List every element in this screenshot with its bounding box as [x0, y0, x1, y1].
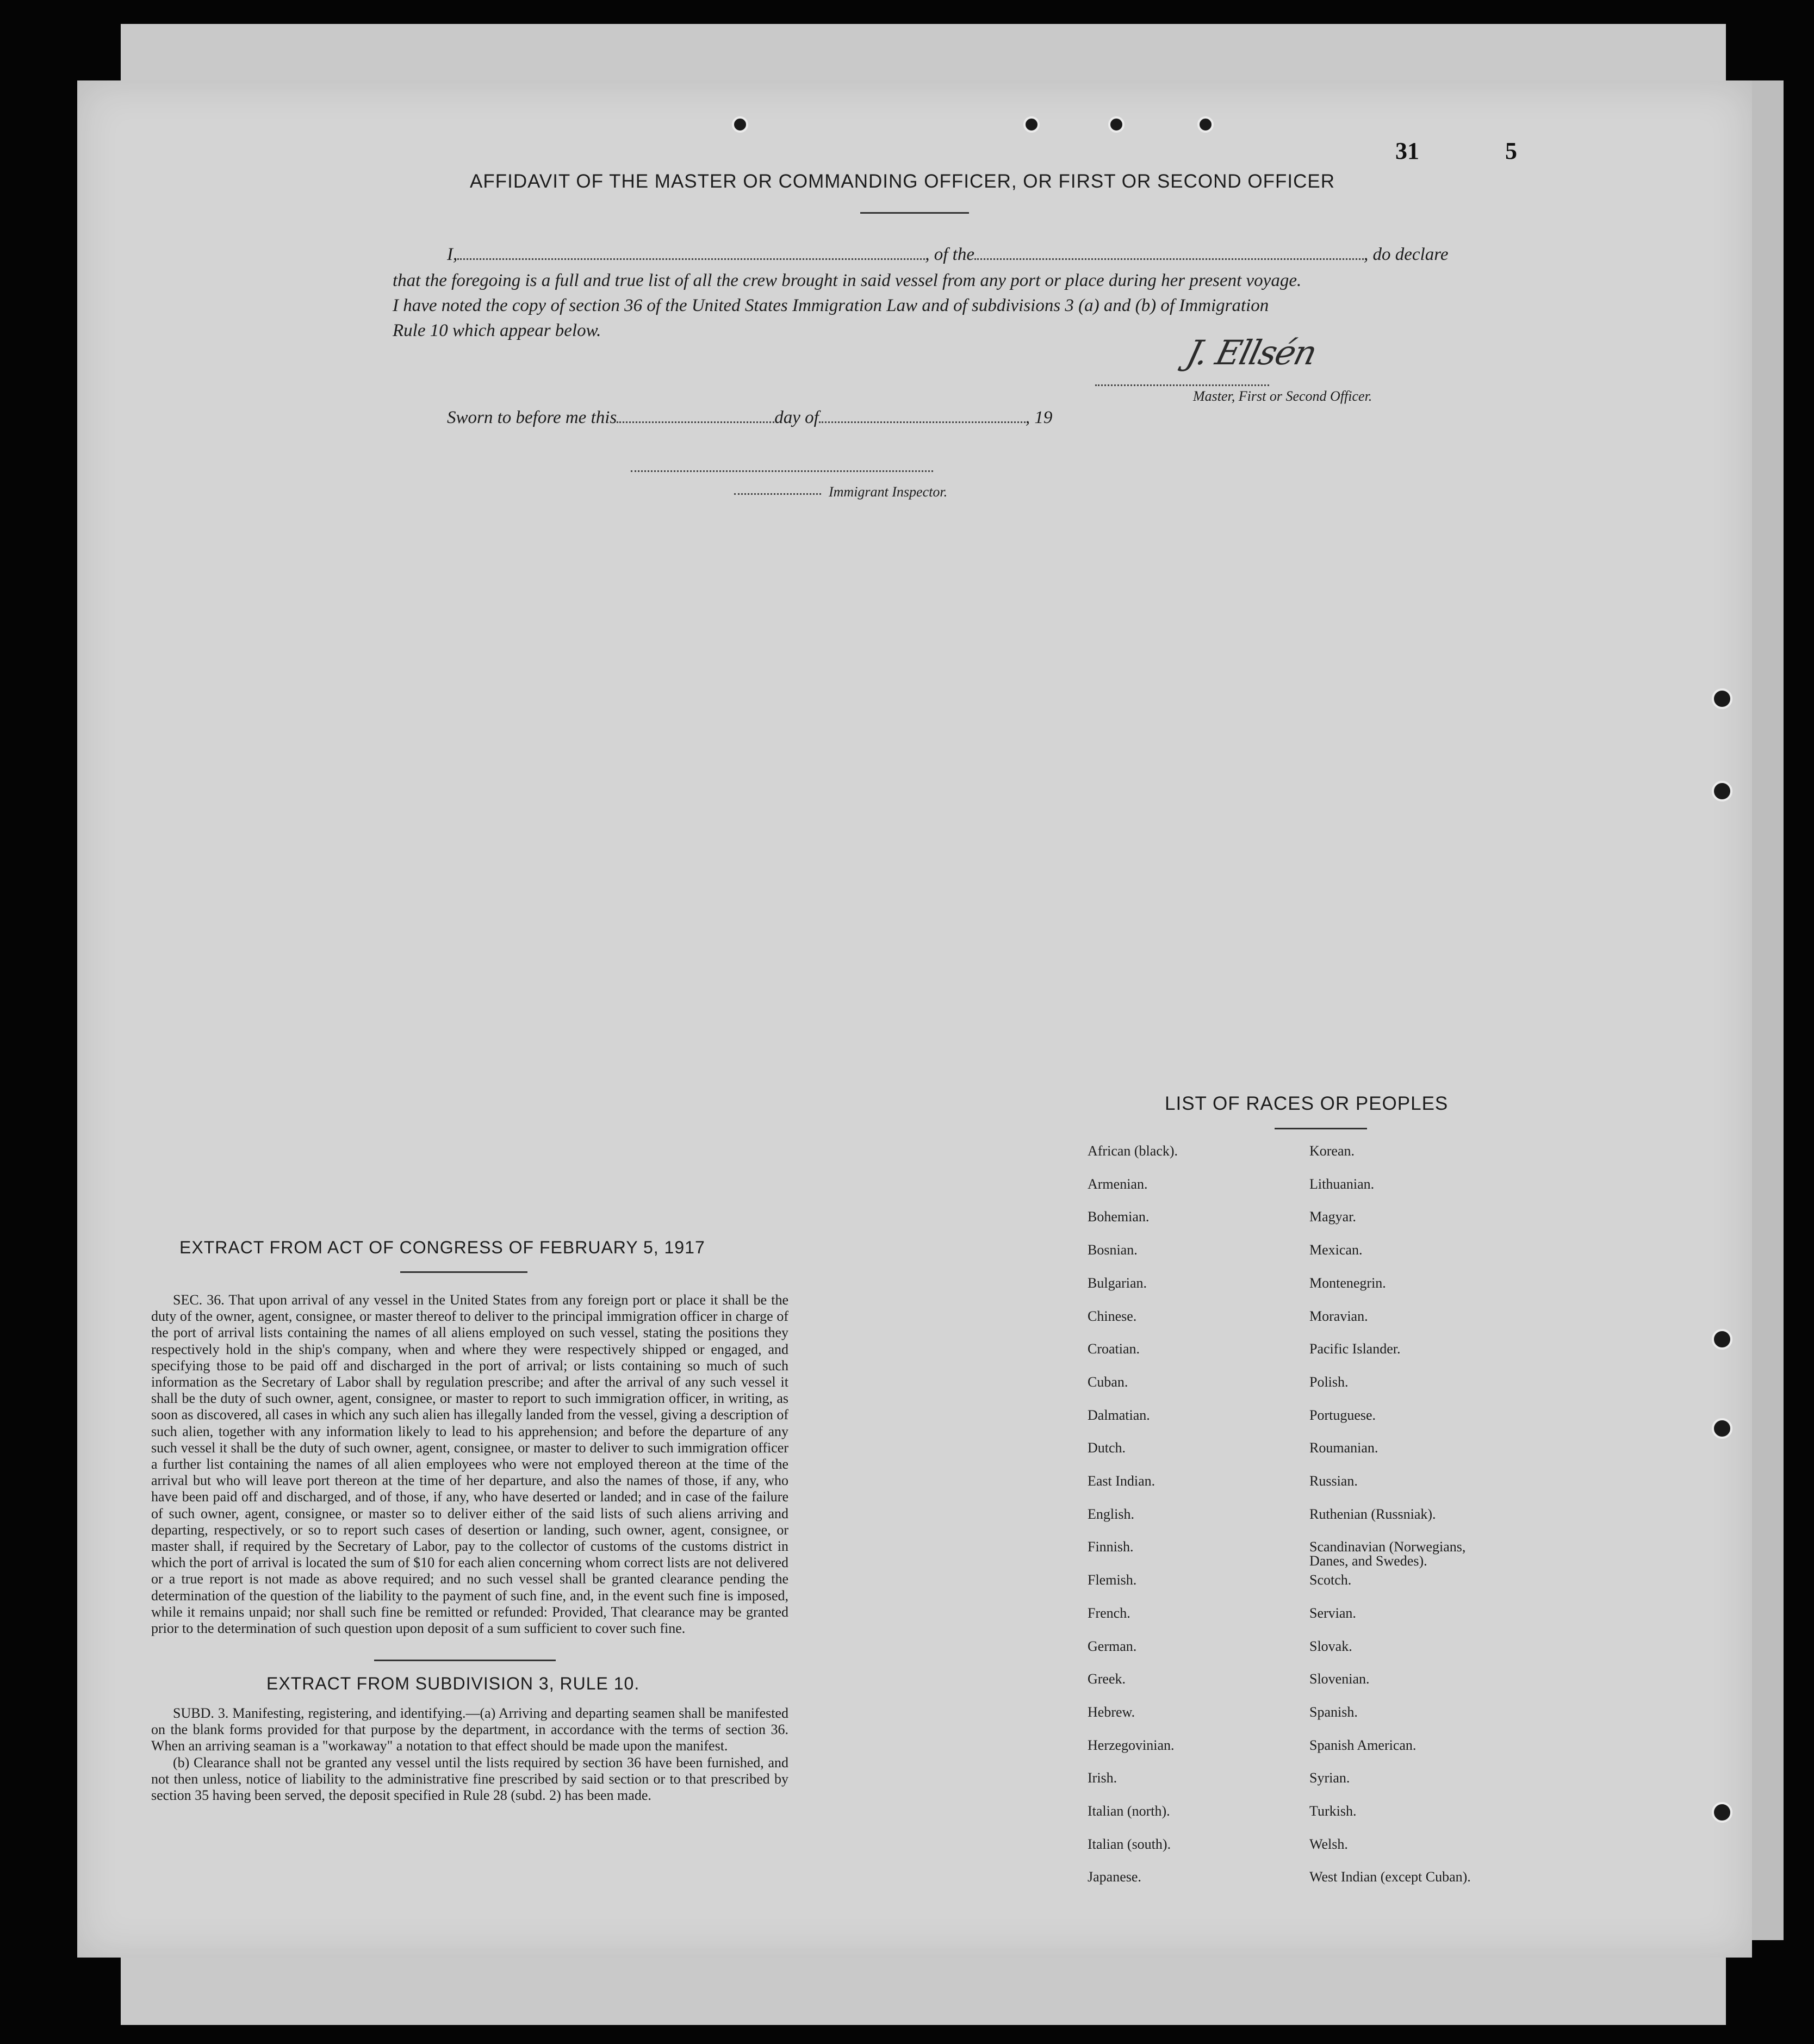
race-item: Armenian.: [1088, 1176, 1148, 1192]
race-item: Chinese.: [1088, 1308, 1137, 1324]
sworn-line: [447, 408, 1052, 428]
race-item: Pacific Islander.: [1309, 1341, 1401, 1357]
sworn-prefix: Sworn to before me this: [447, 408, 617, 427]
race-item: French.: [1088, 1605, 1130, 1621]
race-item: Spanish American.: [1309, 1737, 1417, 1753]
race-item: African (black).: [1088, 1143, 1178, 1159]
race-item: Hebrew.: [1088, 1704, 1135, 1720]
race-item: Scotch.: [1309, 1572, 1352, 1588]
vessel-blank: [974, 258, 1364, 260]
affidavit-line-3: I have noted the copy of section 36 of the United States Immigration Law and of subdivisions 3 (a) and (b) of Immigration: [393, 296, 1269, 315]
race-item: Greek.: [1088, 1671, 1126, 1687]
race-item: Turkish.: [1309, 1803, 1357, 1819]
affidavit-heading: AFFIDAVIT OF THE MASTER OR COMMANDING OFFICER, OR FIRST OR SECOND OFFICER: [470, 171, 1335, 192]
race-item: Lithuanian.: [1309, 1176, 1375, 1192]
divider: [374, 1660, 556, 1661]
race-item: Spanish.: [1309, 1704, 1358, 1720]
race-item: Irish.: [1088, 1770, 1117, 1786]
punch-hole: [1108, 116, 1125, 133]
divider: [860, 212, 969, 214]
race-item: Cuban.: [1088, 1374, 1128, 1390]
race-item: Montenegrin.: [1309, 1275, 1386, 1291]
act-extract-text: [151, 1292, 788, 1637]
race-item: Japanese.: [1088, 1869, 1141, 1885]
sworn-year: , 19: [1025, 408, 1053, 427]
affidavit-i: I,: [447, 245, 458, 264]
master-signature: J. Ellsén: [1182, 333, 1320, 372]
affidavit-line-4: Rule 10 which appear below.: [393, 321, 601, 340]
margin-mark: 31: [1395, 138, 1419, 164]
race-item: Bulgarian.: [1088, 1275, 1147, 1291]
signature-blank: [1095, 384, 1269, 386]
punch-hole: [1712, 1802, 1732, 1823]
race-item: Slovak.: [1309, 1638, 1352, 1654]
race-item: Mexican.: [1309, 1242, 1363, 1258]
race-item: English.: [1088, 1506, 1134, 1522]
punch-hole: [1712, 1329, 1732, 1350]
race-item: German.: [1088, 1638, 1137, 1654]
race-item: Polish.: [1309, 1374, 1349, 1390]
affidavit-line-1: [447, 245, 1448, 265]
punch-hole: [1197, 116, 1214, 133]
margin-mark: 5: [1505, 138, 1517, 164]
affidavit-line-2: that the foregoing is a full and true list of all the crew brought in said vessel from any port or place during her present voyage.: [393, 271, 1302, 290]
race-item: Bohemian.: [1088, 1209, 1150, 1225]
section-36-text: SEC. 36. That upon arrival of any vessel in the United States from any foreign port or place it shall be the duty of the owner, agent, consignee, or master thereof to deliver to the principal immigration officer in charge of the port of arrival lists containing the names of all aliens employed on such vessel, stating the positions they respectively hold in the ship's company, when and where they were respectively shipped or engaged, and specifying those to be paid off and discharged in the port of arrival; or lists containing so much of such information as the Secretary of Labor shall by regulation prescribe; and after the arrival of any such vessel it shall be the duty of such owner, agent, consignee, or master to report to such immigration officer, in writing, as soon as discovered, all cases in which any such alien has illegally landed from the vessel, giving a description of such alien, together with any information likely to lead to his apprehension; and before the departure of any such vessel it shall be the duty of such owner, agent, consignee, or master to deliver to such immigration officer a further list containing the names of all alien employees who were not employed thereon at the time of the arrival but who will leave port thereon at the time of her departure, and also the names of those, if any, who have been paid off and discharged, and of those, if any, who have deserted or landed; and in case of the failure of such owner, agent, consignee, or master so to deliver either of the said lists of such aliens arriving and departing, respectively, or so to report such cases of desertion or landing, such owner, agent, consignee, or master shall, if required by the Secretary of Labor, pay to the collector of customs of the customs district in which the port of arrival is located the sum of $10 for each alien concerning whom correct lists are not delivered or a true report is not made as above required; and no such vessel shall be granted clearance pending the determination of the question of the liability to the payment of such fine, and, in the event such fine is imposed, while it remains unpaid; nor shall such fine be remitted or refunded: Provided, That clearance may be granted prior to the determination of such question upon deposit of a sum sufficient to cover such fine.: [151, 1292, 788, 1637]
punch-hole: [1712, 781, 1732, 802]
races-heading: LIST OF RACES OR PEOPLES: [1165, 1093, 1449, 1114]
day-blank: [617, 421, 774, 423]
race-item: East Indian.: [1088, 1473, 1156, 1489]
inspector-label: Immigrant Inspector.: [829, 484, 948, 500]
affidavit-page: [77, 80, 1752, 1958]
rule-extract-text: [151, 1705, 788, 1804]
race-item: Roumanian.: [1309, 1440, 1378, 1456]
race-item: Italian (south).: [1088, 1836, 1171, 1852]
divider: [400, 1271, 527, 1273]
affidavit-declare: , do declare: [1363, 245, 1449, 264]
punch-hole: [1712, 688, 1732, 709]
race-item: Flemish.: [1088, 1572, 1137, 1588]
race-item: Dalmatian.: [1088, 1407, 1150, 1423]
race-item: Slovenian.: [1309, 1671, 1370, 1687]
race-item: Ruthenian (Russniak).: [1309, 1506, 1436, 1522]
divider: [1275, 1128, 1367, 1129]
race-item: Welsh.: [1309, 1836, 1348, 1852]
race-item: Portuguese.: [1309, 1407, 1376, 1423]
race-item: West Indian (except Cuban).: [1309, 1869, 1471, 1885]
punch-hole: [1712, 1418, 1732, 1439]
race-item: Russian.: [1309, 1473, 1358, 1489]
race-item: Bosnian.: [1088, 1242, 1138, 1258]
race-item: Korean.: [1309, 1143, 1355, 1159]
race-item: Herzegovinian.: [1088, 1737, 1175, 1753]
subd-3a-text: SUBD. 3. Manifesting, registering, and identifying.—(a) Arriving and departing seamen shall be manifested on the blank forms provided for that purpose by the department, in accordance with the terms of section 36. When an arriving seaman is a "workaway" a notation to that effect should be made upon the manifest.: [151, 1705, 788, 1754]
affidavit-of-the: , of the: [925, 245, 974, 264]
race-item: Moravian.: [1309, 1308, 1368, 1324]
race-item: Italian (north).: [1088, 1803, 1170, 1819]
race-item: Scandinavian (Norwegians, Danes, and Swedes).: [1309, 1539, 1466, 1569]
inspector-signature-blank: [631, 470, 933, 472]
month-blank: [819, 421, 1026, 423]
race-item: Syrian.: [1309, 1770, 1350, 1786]
race-item: Dutch.: [1088, 1440, 1126, 1456]
subd-3b-text: (b) Clearance shall not be granted any vessel until the lists required by section 36 have been furnished, and not then unless, notice of liability to the administrative fine prescribed by said section or to that prescribed by section 35 having been served, the deposit specified in Rule 28 (subd. 2) has been made.: [151, 1754, 788, 1804]
race-item: Croatian.: [1088, 1341, 1140, 1357]
sworn-day-of: day of: [774, 408, 819, 427]
rule-extract-heading: EXTRACT FROM SUBDIVISION 3, RULE 10.: [266, 1674, 640, 1693]
act-extract-heading: EXTRACT FROM ACT OF CONGRESS OF FEBRUARY 5, 1917: [179, 1238, 705, 1257]
name-blank: [457, 258, 925, 260]
race-item: Finnish.: [1088, 1539, 1134, 1555]
punch-hole: [1023, 116, 1040, 133]
inspector-blank: [734, 493, 821, 495]
race-item: Magyar.: [1309, 1209, 1356, 1225]
race-item: Servian.: [1309, 1605, 1356, 1621]
signer-label: Master, First or Second Officer.: [1193, 388, 1372, 404]
punch-hole: [732, 116, 748, 133]
